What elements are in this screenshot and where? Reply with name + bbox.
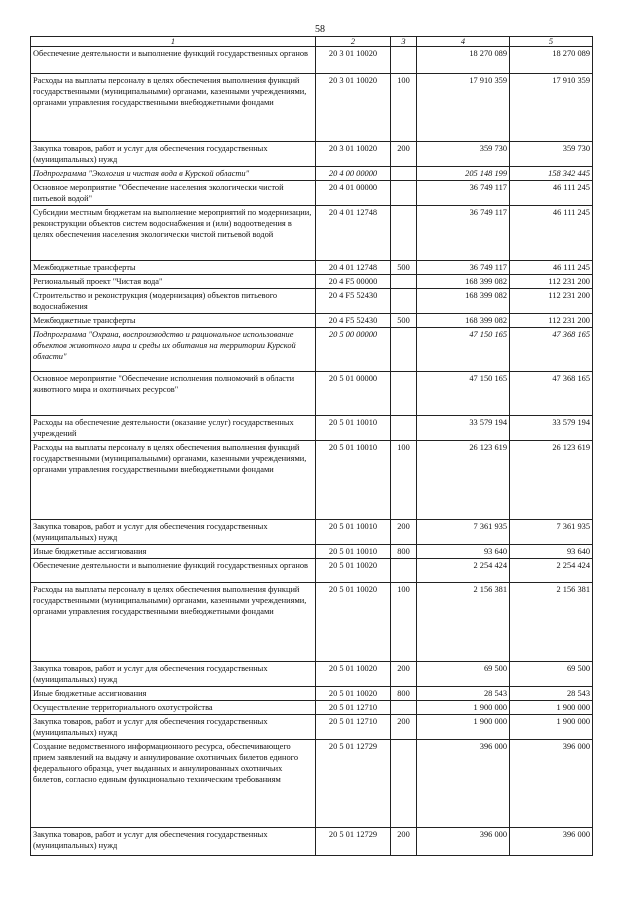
target-code: 20 5 01 10010	[316, 545, 391, 559]
target-code: 20 3 01 10020	[316, 74, 391, 142]
target-code: 20 3 01 10020	[316, 47, 391, 74]
table-row	[31, 314, 593, 328]
expense-type: 100	[391, 74, 417, 142]
target-code: 20 5 01 10010	[316, 416, 391, 441]
item-name: Межбюджетные трансферты	[31, 261, 316, 275]
expense-type	[391, 181, 417, 206]
table-row	[31, 828, 593, 856]
target-code: 20 3 01 10020	[316, 142, 391, 167]
expense-type	[391, 289, 417, 314]
expense-type	[391, 47, 417, 74]
column-number: 4	[417, 37, 510, 47]
table-row	[31, 416, 593, 441]
target-code: 20 5 01 12710	[316, 701, 391, 715]
table-row	[31, 687, 593, 701]
target-code: 20 5 01 12729	[316, 828, 391, 856]
table-row	[31, 328, 593, 372]
target-code: 20 4 F5 00000	[316, 275, 391, 289]
amount-year-1: 26 123 619	[417, 441, 510, 520]
amount-year-1: 359 730	[417, 142, 510, 167]
item-name: Основное мероприятие "Обеспечение исполнения полномочий в области животного мира и охотничьих ресурсов"	[31, 372, 316, 416]
amount-year-2: 1 900 000	[510, 701, 593, 715]
expense-type: 200	[391, 715, 417, 740]
expense-type	[391, 167, 417, 181]
item-name: Обеспечение деятельности и выполнение функций государственных органов	[31, 47, 316, 74]
table-row	[31, 275, 593, 289]
budget-table	[30, 36, 593, 856]
amount-year-1: 7 361 935	[417, 520, 510, 545]
item-name: Создание ведомственного информационного ресурса, обеспечивающего прием заявлений на выдачу и аннулирование охотничьих билетов единого федерального образца, учет выданных и аннулированных охотничьих билетов, согласно единым функционально техническим требованиям	[31, 740, 316, 828]
expense-type: 500	[391, 261, 417, 275]
amount-year-1: 168 399 082	[417, 289, 510, 314]
column-number: 1	[31, 37, 316, 47]
item-name: Закупка товаров, работ и услуг для обеспечения государственных (муниципальных) нужд	[31, 828, 316, 856]
expense-type: 200	[391, 828, 417, 856]
amount-year-1: 2 156 381	[417, 583, 510, 662]
item-name: Обеспечение деятельности и выполнение функций государственных органов	[31, 559, 316, 583]
table-row	[31, 261, 593, 275]
amount-year-1: 33 579 194	[417, 416, 510, 441]
item-name: Осуществление территориального охотустройства	[31, 701, 316, 715]
target-code: 20 5 01 12710	[316, 715, 391, 740]
expense-type	[391, 416, 417, 441]
expense-type: 200	[391, 142, 417, 167]
table-row	[31, 583, 593, 662]
item-name: Закупка товаров, работ и услуг для обеспечения государственных (муниципальных) нужд	[31, 142, 316, 167]
amount-year-1: 69 500	[417, 662, 510, 687]
table-row	[31, 545, 593, 559]
expense-type: 200	[391, 520, 417, 545]
item-name: Подпрограмма "Экология и чистая вода в Курской области"	[31, 167, 316, 181]
expense-type	[391, 328, 417, 372]
amount-year-2: 26 123 619	[510, 441, 593, 520]
amount-year-2: 47 368 165	[510, 372, 593, 416]
amount-year-2: 28 543	[510, 687, 593, 701]
target-code: 20 5 01 12729	[316, 740, 391, 828]
amount-year-2: 47 368 165	[510, 328, 593, 372]
amount-year-1: 36 749 117	[417, 261, 510, 275]
table-row	[31, 181, 593, 206]
amount-year-2: 33 579 194	[510, 416, 593, 441]
amount-year-2: 17 910 359	[510, 74, 593, 142]
target-code: 20 5 01 10020	[316, 583, 391, 662]
table-row	[31, 662, 593, 687]
target-code: 20 5 01 10010	[316, 520, 391, 545]
amount-year-1: 28 543	[417, 687, 510, 701]
target-code: 20 5 01 10020	[316, 662, 391, 687]
expense-type: 800	[391, 545, 417, 559]
target-code: 20 4 01 00000	[316, 181, 391, 206]
expense-type: 100	[391, 441, 417, 520]
amount-year-2: 2 254 424	[510, 559, 593, 583]
amount-year-2: 112 231 200	[510, 275, 593, 289]
item-name: Расходы на обеспечение деятельности (оказание услуг) государственных учреждений	[31, 416, 316, 441]
target-code: 20 5 00 00000	[316, 328, 391, 372]
expense-type	[391, 740, 417, 828]
expense-type	[391, 372, 417, 416]
column-number: 3	[391, 37, 417, 47]
table-row	[31, 289, 593, 314]
amount-year-1: 18 270 089	[417, 47, 510, 74]
item-name: Основное мероприятие "Обеспечение населения экологически чистой питьевой водой"	[31, 181, 316, 206]
table-row	[31, 142, 593, 167]
table-row	[31, 520, 593, 545]
item-name: Закупка товаров, работ и услуг для обеспечения государственных (муниципальных) нужд	[31, 520, 316, 545]
table-row	[31, 559, 593, 583]
item-name: Подпрограмма "Охрана, воспроизводство и рациональное использование объектов животного мира и среды их обитания на территории Курской области"	[31, 328, 316, 372]
item-name: Закупка товаров, работ и услуг для обеспечения государственных (муниципальных) нужд	[31, 662, 316, 687]
expense-type	[391, 275, 417, 289]
target-code: 20 4 00 00000	[316, 167, 391, 181]
expense-type	[391, 701, 417, 715]
target-code: 20 5 01 00000	[316, 372, 391, 416]
table-row	[31, 701, 593, 715]
amount-year-2: 93 640	[510, 545, 593, 559]
item-name: Иные бюджетные ассигнования	[31, 545, 316, 559]
item-name: Межбюджетные трансферты	[31, 314, 316, 328]
target-code: 20 4 F5 52430	[316, 289, 391, 314]
amount-year-2: 69 500	[510, 662, 593, 687]
amount-year-1: 168 399 082	[417, 275, 510, 289]
target-code: 20 5 01 10020	[316, 687, 391, 701]
item-name: Региональный проект "Чистая вода"	[31, 275, 316, 289]
table-row	[31, 715, 593, 740]
amount-year-1: 93 640	[417, 545, 510, 559]
amount-year-1: 2 254 424	[417, 559, 510, 583]
amount-year-1: 1 900 000	[417, 715, 510, 740]
amount-year-2: 7 361 935	[510, 520, 593, 545]
column-number: 5	[510, 37, 593, 47]
amount-year-2: 112 231 200	[510, 314, 593, 328]
expense-type: 800	[391, 687, 417, 701]
table-row	[31, 47, 593, 74]
amount-year-1: 168 399 082	[417, 314, 510, 328]
table-row	[31, 74, 593, 142]
page-number: 58	[315, 24, 325, 35]
budget-table-body	[31, 37, 593, 856]
item-name: Субсидии местным бюджетам на выполнение мероприятий по модернизации, реконструкции объектов систем водоснабжения и (или) водоотведения в целях обеспечения населения экологически чистой питьевой водой	[31, 206, 316, 261]
amount-year-2: 112 231 200	[510, 289, 593, 314]
target-code: 20 4 01 12748	[316, 261, 391, 275]
table-row	[31, 441, 593, 520]
amount-year-2: 396 000	[510, 828, 593, 856]
amount-year-1: 205 148 199	[417, 167, 510, 181]
amount-year-1: 47 150 165	[417, 372, 510, 416]
expense-type: 500	[391, 314, 417, 328]
table-row	[31, 206, 593, 261]
amount-year-1: 36 749 117	[417, 206, 510, 261]
item-name: Иные бюджетные ассигнования	[31, 687, 316, 701]
expense-type: 100	[391, 583, 417, 662]
table-row	[31, 372, 593, 416]
target-code: 20 5 01 10010	[316, 441, 391, 520]
expense-type	[391, 559, 417, 583]
expense-type: 200	[391, 662, 417, 687]
item-name: Расходы на выплаты персоналу в целях обеспечения выполнения функций государственными (муниципальными) органами, казенными учреждениями, органами управления государственными внебюджетными фондами	[31, 583, 316, 662]
amount-year-2: 46 111 245	[510, 206, 593, 261]
amount-year-2: 359 730	[510, 142, 593, 167]
item-name: Расходы на выплаты персоналу в целях обеспечения выполнения функций государственными (муниципальными) органами, казенными учреждениями, органами управления государственными внебюджетными фондами	[31, 74, 316, 142]
table-row	[31, 740, 593, 828]
amount-year-2: 46 111 245	[510, 181, 593, 206]
column-number: 2	[316, 37, 391, 47]
amount-year-2: 158 342 445	[510, 167, 593, 181]
amount-year-1: 17 910 359	[417, 74, 510, 142]
item-name: Строительство и реконструкция (модернизация) объектов питьевого водоснабжения	[31, 289, 316, 314]
amount-year-2: 46 111 245	[510, 261, 593, 275]
amount-year-2: 1 900 000	[510, 715, 593, 740]
column-number-row	[31, 37, 593, 47]
amount-year-1: 396 000	[417, 740, 510, 828]
table-row	[31, 167, 593, 181]
item-name: Расходы на выплаты персоналу в целях обеспечения выполнения функций государственными (муниципальными) органами, казенными учреждениями, органами управления государственными внебюджетными фондами	[31, 441, 316, 520]
amount-year-1: 47 150 165	[417, 328, 510, 372]
item-name: Закупка товаров, работ и услуг для обеспечения государственных (муниципальных) нужд	[31, 715, 316, 740]
amount-year-1: 36 749 117	[417, 181, 510, 206]
target-code: 20 4 01 12748	[316, 206, 391, 261]
target-code: 20 5 01 10020	[316, 559, 391, 583]
amount-year-1: 1 900 000	[417, 701, 510, 715]
expense-type	[391, 206, 417, 261]
amount-year-2: 2 156 381	[510, 583, 593, 662]
amount-year-2: 396 000	[510, 740, 593, 828]
amount-year-2: 18 270 089	[510, 47, 593, 74]
target-code: 20 4 F5 52430	[316, 314, 391, 328]
amount-year-1: 396 000	[417, 828, 510, 856]
